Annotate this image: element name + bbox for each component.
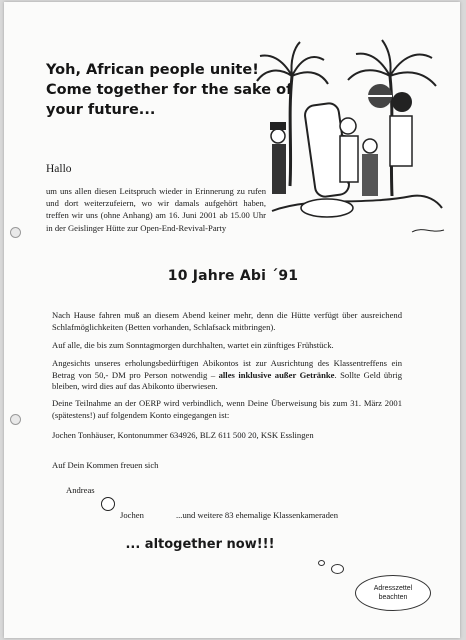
bubble-line-2: beachten: [378, 594, 408, 601]
address-note-bubble: [355, 575, 431, 611]
thought-dot-small: [318, 560, 325, 566]
punch-hole-bottom: [10, 414, 21, 425]
breakfast-paragraph: Auf alle, die bis zum Sonntagmorgen durchhalten, wartet ein zünftiges Frühstück.: [52, 340, 334, 350]
signoff: Auf Dein Kommen freuen sich: [52, 460, 159, 470]
name-jochen: Jochen: [120, 510, 144, 520]
page-title: 10 Jahre Abi ´91: [167, 268, 299, 284]
slogan-line-3: your future...: [46, 102, 156, 118]
thought-dot-large: [331, 564, 344, 574]
slogan: [46, 60, 293, 120]
closing-line: ... altogether now!!!: [125, 537, 275, 552]
cost-emphasis: alles inklusive außer Getränke: [218, 369, 335, 380]
accommodation-paragraph: Nach Hause fahren muß an diesem Abend keiner mehr, denn die Hütte verfügt über ausreichend Schlafmöglichkeiten (Betten vorhanden, Schlafsack mitbringen).: [52, 310, 402, 332]
cost-text: Angesichts unseres erholungsbedürftigen Abikontos ist zur Ausrichtung des Klassentreffens ein Betrag von 50,- DM pro Person notwendig –: [52, 358, 402, 380]
name-andreas: Andreas: [66, 485, 95, 495]
smiley-icon: [101, 497, 115, 511]
cost-text-end: . Sollte Geld übrig bleiben, wird dies auf das Abikonto überwiesen.: [52, 369, 402, 391]
slogan-line-2: Come together for the sake of: [46, 82, 293, 98]
classmates-note: ...und weitere 83 ehemalige Klassenkameraden: [176, 510, 339, 520]
bank-account: Jochen Tonhäuser, Kontonummer 634926, BLZ 611 500 20, KSK Esslingen: [52, 430, 314, 440]
cost-paragraph: [52, 358, 402, 393]
punch-hole-top: [10, 227, 21, 238]
slogan-line-1: Yoh, African people unite!: [46, 62, 259, 78]
greeting: Hallo: [46, 163, 72, 175]
party-illustration: [252, 36, 452, 242]
bubble-line-1: Adresszettel: [373, 585, 413, 592]
payment-paragraph: Deine Teilnahme an der OERP wird verbindlich, wenn Deine Überweisung bis zum 31. März 2001 (spätestens!) auf folgendem Konto eingegangen ist:: [52, 398, 402, 420]
intro-text: um uns allen diesen Leitspruch wieder in Erinnerung zu rufen und dort weiterzufeiern, wo wir damals aufgehört haben, treffen wir uns (ohne Anhang) am 16. Juni 2001 ab 15.00 Uhr in der Geislinger Hütte zur Open-End-Revival-Party: [46, 186, 266, 233]
